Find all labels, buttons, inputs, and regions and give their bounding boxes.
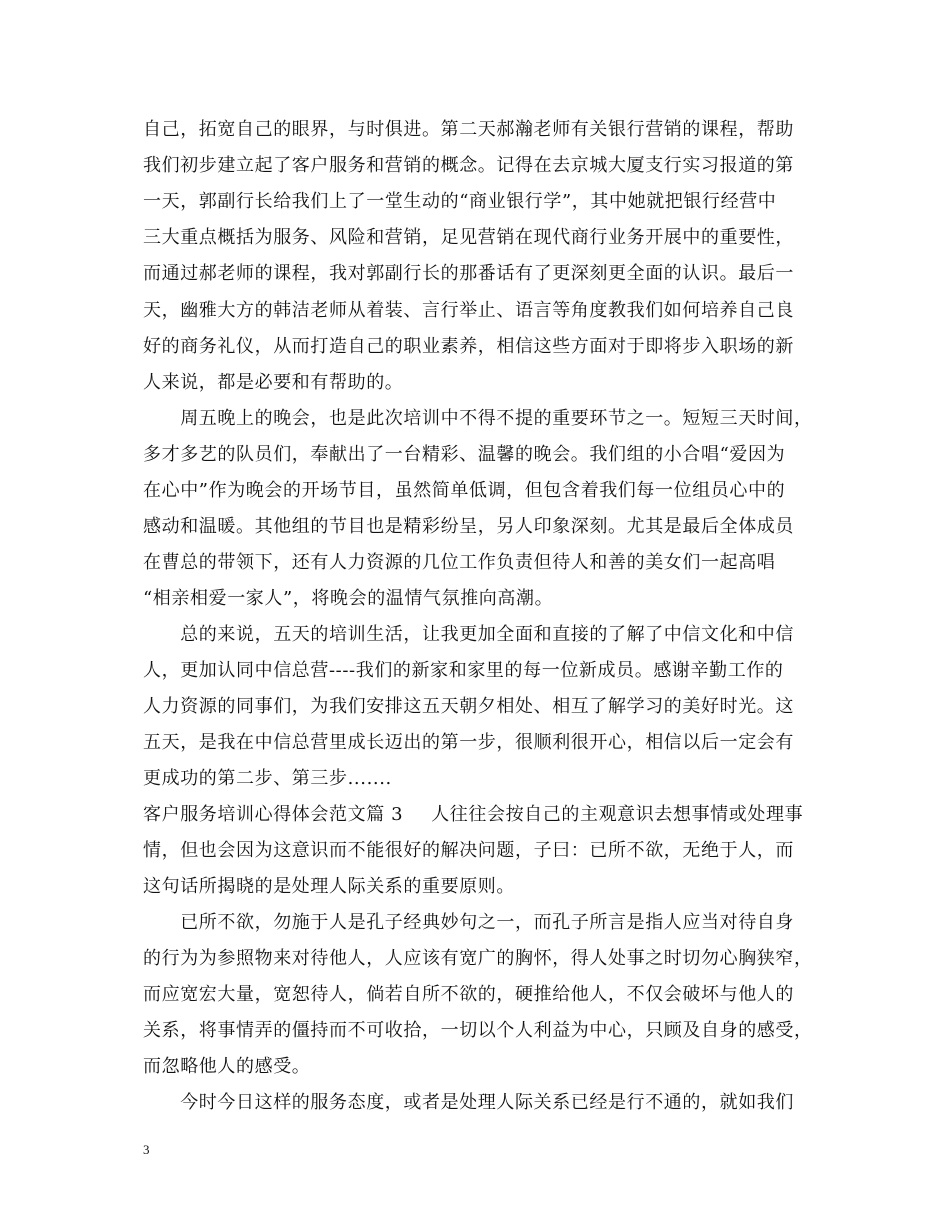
paragraph-line: 好的商务礼仪，从而打造自己的职业素养，相信这些方面对于即将步入职场的新 — [143, 336, 794, 357]
paragraph-line: 自己，拓宽自己的眼界，与时俱进。第二天郝瀚老师有关银行营销的课程，帮助 — [143, 119, 794, 140]
paragraph-line: 而通过郝老师的课程，我对郭副行长的那番话有了更深刻更全面的认识。最后一 — [143, 263, 794, 284]
section-heading-line — [143, 801, 823, 829]
paragraph-line: 关系，将事情弄的僵持而不可收拾，一切以个人利益为中心，只顾及自身的感受， — [143, 1020, 813, 1041]
paragraph-line: 在曹总的带领下，还有人力资源的几位工作负责但待人和善的美女们一起高唱 — [143, 552, 776, 573]
paragraph-line: 的行为为参照物来对待他人，人应该有宽广的胸怀，得人处事之时切勿心胸狭窄， — [143, 948, 813, 969]
paragraph-line: 而应宽宏大量，宽恕待人，倘若自所不欲的，硬推给他人，不仅会破坏与他人的 — [143, 984, 794, 1005]
paragraph-line: 今时今日这样的服务态度，或者是处理人际关系已经是行不通的，就如我们 — [143, 1092, 794, 1113]
paragraph-line: 感动和温暖。其他组的节目也是精彩纷呈，另人印象深刻。尤其是最后全体成员 — [143, 516, 794, 537]
paragraph-line: 这句话所揭晓的是处理人际关系的重要原则。 — [143, 876, 515, 897]
paragraph-line: 一天，郭副行长给我们上了一堂生动的“商业银行学”，其中她就把银行经营中 — [143, 191, 777, 212]
page-number: 3 — [143, 1142, 150, 1157]
paragraph-line: 而忽略他人的感受。 — [143, 1056, 311, 1077]
section-heading-text: 人往往会按自己的主观意识去想事情或处理事 — [431, 804, 804, 825]
paragraph-line: 天，幽雅大方的韩洁老师从着装、言行举止、语言等角度教我们如何培养自己良 — [143, 300, 794, 321]
paragraph-line: 周五晚上的晚会，也是此次培训中不得不提的重要环节之一。短短三天时间， — [143, 408, 813, 429]
paragraph-line: 三大重点概括为服务、风险和营销，足见营销在现代商行业务开展中的重要性， — [143, 227, 794, 248]
paragraph-line: 人，更加认同中信总营----我们的新家和家里的每一位新成员。感谢辛勤工作的 — [143, 660, 784, 681]
paragraph-line: 五天，是我在中信总营里成长迈出的第一步，很顺利很开心，相信以后一定会有 — [143, 732, 794, 753]
paragraph-line: 总的来说，五天的培训生活，让我更加全面和直接的了解了中信文化和中信 — [143, 624, 794, 645]
paragraph-line: 人力资源的同事们，为我们安排这五天朝夕相处、相互了解学习的美好时光。这 — [143, 696, 794, 717]
paragraph-line: 人来说，都是必要和有帮助的。 — [143, 372, 404, 393]
paragraph-line: 在心中”作为晚会的开场节目，虽然简单低调，但包含着我们每一位组员心中的 — [143, 480, 786, 501]
paragraph-line: 我们初步建立起了客户服务和营销的概念。记得在去京城大厦支行实习报道的第 — [143, 155, 794, 176]
paragraph-line: 多才多艺的队员们，奉献出了一台精彩、温馨的晚会。我们组的小合唱“爱因为 — [143, 444, 786, 465]
paragraph-line: 更成功的第二步、第三步....... — [143, 768, 392, 789]
paragraph-line: 情，但也会因为这意识而不能很好的解决问题，子曰：已所不欲，无绝于人，而 — [143, 840, 794, 861]
paragraph-line: 已所不欲，勿施于人是孔子经典妙句之一，而孔子所言是指人应当对待自身 — [143, 912, 794, 933]
paragraph-line: “相亲相爱一家人”，将晚会的温情气氛推向高潮。 — [143, 588, 554, 609]
section-heading-title: 客户服务培训心得体会范文篇 3 — [143, 804, 404, 825]
